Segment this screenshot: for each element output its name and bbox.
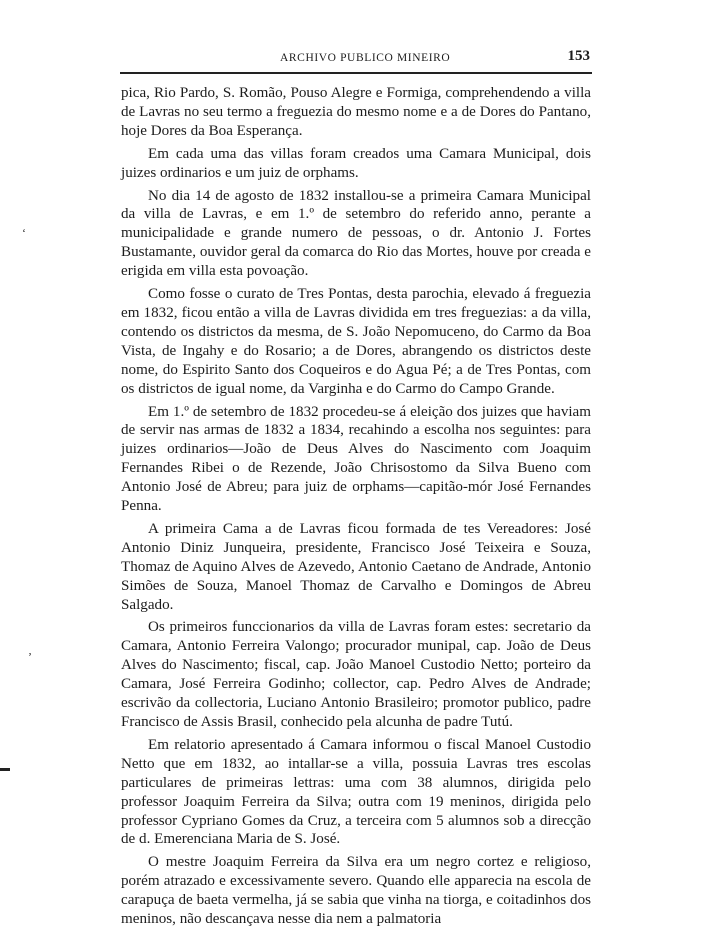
header-title: ARCHIVO PUBLICO MINEIRO [280, 52, 451, 64]
margin-tick-mark: ʻ [22, 226, 26, 240]
header-rule [120, 72, 592, 74]
page-number: 153 [567, 48, 590, 64]
paragraph-4: Como fosse o curato de Tres Pontas, desta parochia, elevado á freguezia em 1832, ficou então a villa de Lavras dividida em tres freguezias: a da villa, contendo os districtos da mesma, de S. João Nepomuceno, do Carmo da Boa Vista, de Ingahy e do Rosario; a de Dores, abrangendo os districtos deste nome, do Espirito Santo dos Coqueiros e do Agua Pé; a de Tres Pontas, com os districtos de igual nome, da Varginha e do Carmo do Campo Grande. [121, 286, 591, 397]
paragraph-6: A primeira Cama a de Lavras ficou formada de tes Vereadores: José Antonio Diniz Junqueira, presidente, Francisco José Teixeira e Souza, Thomaz de Aquino Alves de Azevedo, Antonio Caetano de Andrade, Antonio Simões de Souza, Manoel Thomaz de Carvalho e Domingos de Abreu Salgado. [121, 520, 591, 613]
paragraph-2: Em cada uma das villas foram creados uma Camara Municipal, dois juizes ordinarios e um juiz de orphams. [121, 145, 591, 181]
running-header [120, 48, 592, 70]
paragraph-8: Em relatorio apresentado á Camara informou o fiscal Manoel Custodio Netto que em 1832, ao intallar-se a villa, possuia Lavras tres escolas particulares de primeiras lettras: uma com 38 alumnos, dirigida pelo professor Joaquim Ferreira da Silva; outra com 19 meninos, dirigida pelo professor Cypriano Gomes da Cruz, a terceira com 5 alumnos sob a direcção de d. Emerenciana Maria de S. José. [121, 736, 591, 848]
paragraph-7: Os primeiros funccionarios da villa de Lavras foram estes: secretario da Camara, Antonio Ferreira Valongo; procurador munipal, cap. João de Deus Alves do Nascimento; fiscal, cap. João Manoel Custodio Netto; porteiro da Camara, José Ferreira Godinho; collector, cap. Pedro Alves de Andrade; escrivão da collectoria, Luciano Antonio Brasileiro; promotor publico, padre Francisco de Assis Brasil, conhecido pela alcunha de padre Tutú. [121, 619, 591, 730]
scan-edge-mark [0, 768, 10, 771]
body-text [121, 84, 591, 933]
paragraph-9: O mestre Joaquim Ferreira da Silva era um negro cortez e religioso, porém atrazado e excessivamente severo. Quando elle apparecia na escola de carapuça de baeta vermelha, já se sabia que vinha na tiorga, e coitadinhos dos meninos, não descançava nesse dia nem a palmatoria [121, 854, 591, 928]
margin-tick-mark: ʼ [28, 650, 32, 664]
paragraph-1: pica, Rio Pardo, S. Romão, Pouso Alegre e Formiga, comprehendendo a villa de Lavras no seu termo a freguezia do mesmo nome e a de Dores do Pantano, hoje Dores da Boa Esperança. [121, 85, 591, 139]
paragraph-5: Em 1.º de setembro de 1832 procedeu-se á eleição dos juizes que haviam de servir nas armas de 1832 a 1834, recahindo a escolha nos seguintes: para juizes ordinarios—João de Deus Alves do Nascimento com Joaquim Fernandes Ribei o de Rezende, João Chrisostomo da Silva Bueno com Antonio José de Abreu; para juiz de orphams—capitão-mór José Fernandes Penna. [121, 403, 591, 515]
paragraph-3: No dia 14 de agosto de 1832 installou-se a primeira Camara Municipal da villa de Lavras, e em 1.º de setembro do referido anno, perante a municipalidade e grande numero de pessoas, o dr. Antonio J. Fortes Bustamante, ouvidor geral da comarca do Rio das Mortes, houve por creada e erigida em villa esta povoação. [121, 187, 591, 280]
